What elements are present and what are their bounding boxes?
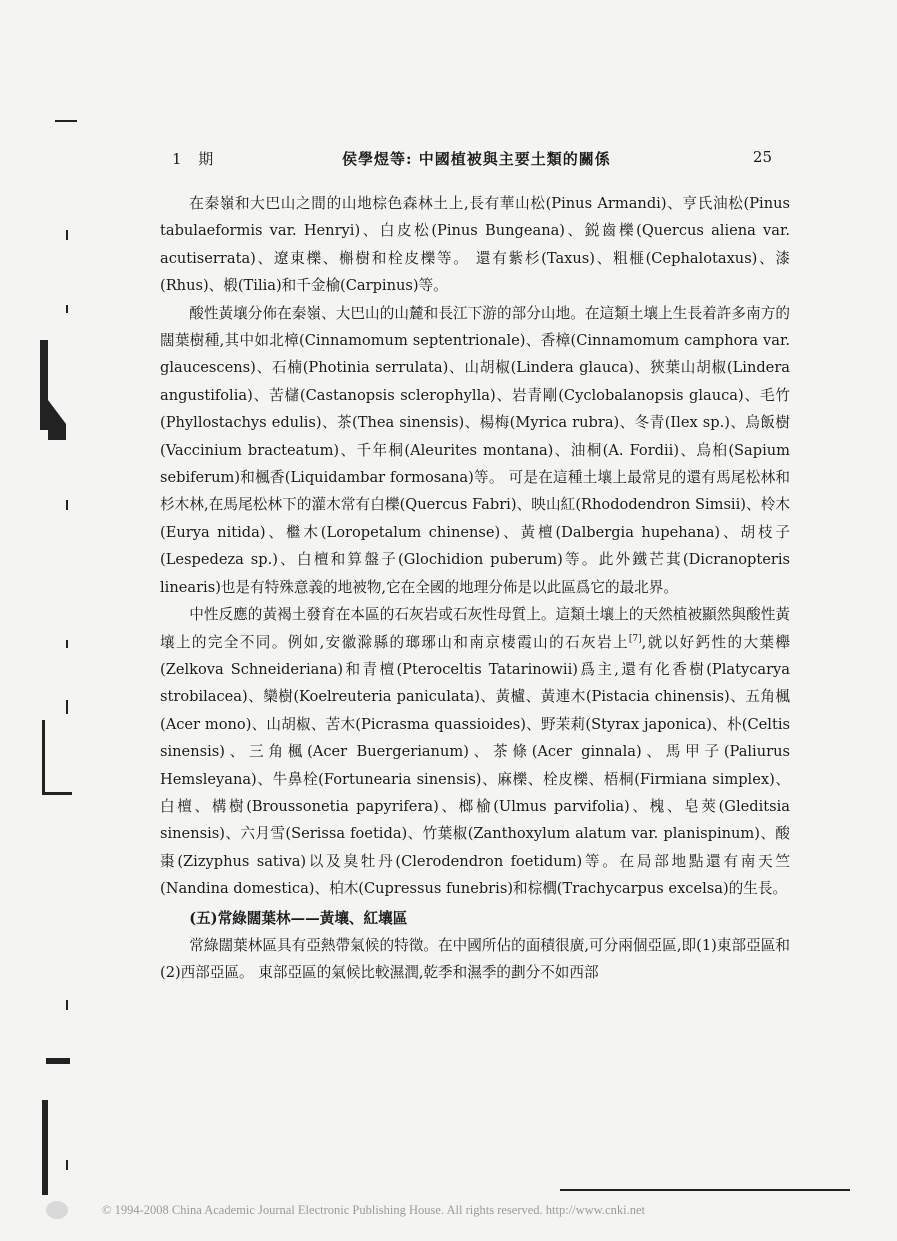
page-number: 25 [752,148,772,166]
copyright-text: © 1994-2008 China Academic Journal Electronic Publishing House. All rights reserved. http://www.cnki.net [102,1203,645,1217]
paragraph: 在秦嶺和大巴山之間的山地棕色森林土上,長有華山松(Pinus Armandi)、亨氏油松(Pinus tabulaeformis var. Henryi)、白皮松(Pinus Bungeana)、鋭齒櫟(Quercus aliena var. acutiserrata)、遼東櫟、槲樹和栓皮櫟等。 還有紫杉(Taxus)、粗榧(Cephalotaxus)、漆(Rhus)、椴(Tilia)和千金榆(Carpinus)等。 [160,195,790,295]
scan-mark [66,1000,68,1010]
scan-mark [42,720,45,795]
footer [40,1200,860,1224]
scan-left-edge [0,0,80,1200]
paragraph: 常綠闊葉林區具有亞熱帶氣候的特徵。在中國所佔的面積很廣,可分兩個亞區,即(1)東部亞區和(2)西部亞區。 東部亞區的氣候比較濕潤,乾季和濕季的劃分不如西部 [160,936,790,982]
issue-number: 1 期 [172,150,220,168]
cnki-logo-icon [46,1201,68,1219]
scan-mark [66,230,68,240]
scan-mark [42,1100,48,1195]
section-heading: (五)常綠闊葉林——黃壤、紅壤區 [189,909,408,927]
paragraph-text-continued: 就以好鈣性的大葉櫸(Zelkova Schneideriana)和青檀(Pteroceltis Tatarinowii)爲主,還有化香樹(Platycarya strobilacea)、欒樹(Koelreuteria paniculata)、黃櫨、黃連木(Pistacia chinensis)、五角楓(Acer mono)、山胡椒、苦木(Picrasma quassioides)、野茉莉(Styrax japonica)、朴(Celtis sinensis)、三角楓(Acer Buergerianum)、茶條(Acer ginnala)、馬甲子(Paliurus Hemsleyana)、牛鼻栓(Fortunearia sinensis)、麻櫟、栓皮櫟、梧桐(Firmiana simplex)、白檀、構樹(Broussonetia papyrifera)、榔榆(Ulmus parvifolia)、槐、皂莢(Gleditsia sinensis)、六月雪(Serissa foetida)、竹葉椒(Zanthoxylum alatum var. planispinum)、酸棗(Zizyphus sativa)以及臭牡丹(Clerodendron foetidum)等。在局部地點還有南天竺(Nandina domestica)、柏木(Cupressus funebris)和棕櫚(Trachycarpus excelsa)的生長。 [160,633,790,898]
paragraph-with-citation: 中性反應的黃褐土發育在本區的石灰岩或石灰性母質上。這類土壤上的天然植被顯然與酸性黃壤上的完全不同。例如,安徽滁縣的瑯琊山和南京棲霞山的石灰岩上[7],就以好鈣性的大葉櫸(Zelkova Schneideriana)和青檀(Pteroceltis Tatarinowii)爲主,還有化香樹(Platycarya strobilacea)、欒樹(Koelreuteria paniculata)、黃櫨、黃連木(Pistacia chinensis)、五角楓(Acer mono)、山胡椒、苦木(Picrasma quassioides)、野茉莉(Styrax japonica)、朴(Celtis sinensis)、三角楓(Acer Buergerianum)、茶條(Acer ginnala)、馬甲子(Paliurus Hemsleyana)、牛鼻栓(Fortunearia sinensis)、麻櫟、栓皮櫟、梧桐(Firmiana simplex)、白檀、構樹(Broussonetia papyrifera)、榔榆(Ulmus parvifolia)、槐、皂莢(Gleditsia sinensis)、六月雪(Serissa foetida)、竹葉椒(Zanthoxylum alatum var. planispinum)、酸棗(Zizyphus sativa)以及臭牡丹(Clerodendron foetidum)等。在局部地點還有南天竺(Nandina domestica)、柏木(Cupressus funebris)和棕櫚(Trachycarpus excelsa)的生長。 [160,606,790,898]
scan-mark [40,340,48,430]
running-header [172,148,772,170]
scan-mark [42,792,72,795]
paragraph-text: 中性反應的黃褐土發育在本區的石灰岩或石灰性母質上。這類土壤上的天然植被顯然與酸性黃壤上的完全不同。例如,安徽滁縣的瑯琊山和南京棲霞山的石灰岩上 [160,606,790,651]
scan-mark [66,500,68,510]
paragraph: 酸性黃壤分佈在秦嶺、大巴山的山麓和長江下游的部分山地。在這類土壤上生長着許多南方的闊葉樹種,其中如北樟(Cinnamomum septentrionale)、香樟(Cinnamomum camphora var. glaucescens)、石楠(Photinia serrulata)、山胡椒(Lindera glauca)、狹葉山胡椒(Lindera angustifolia)、苦櫧(Castanopsis sclerophylla)、岩青剛(Cyclobalanopsis glauca)、毛竹(Phyllostachys edulis)、茶(Thea sinensis)、楊梅(Myrica rubra)、冬青(Ilex sp.)、烏飯樹(Vaccinium bracteatum)、千年桐(Aleurites montana)、油桐(A. Fordii)、烏桕(Sapium sebiferum)和楓香(Liquidambar formosana)等。 可是在這種土壤上最常見的還有馬尾松林和杉木林,在馬尾松林下的灌木常有白櫟(Quercus Fabri)、映山紅(Rhododendron Simsii)、柃木(Eurya nitida)、檵木(Loropetalum chinense)、黃檀(Dalbergia hupehana)、胡枝子(Lespedeza sp.)、白檀和算盤子(Glochidion puberum)等。此外鐵芒萁(Dicranopteris linearis)也是有特殊意義的地被物,它在全國的地理分佈是以此區爲它的最北界。 [160,304,790,596]
scan-mark [46,1058,70,1064]
citation-ref: [7] [628,633,642,644]
footer-rule [560,1189,850,1191]
article-body [160,190,790,987]
scan-mark [66,700,68,714]
scan-mark [66,305,68,313]
scan-mark [55,120,77,122]
scan-mark [66,1160,68,1170]
scan-mark [66,640,68,648]
article-title: 侯學煜等: 中國植被與主要土類的關係 [342,150,611,168]
scan-mark [48,400,66,440]
